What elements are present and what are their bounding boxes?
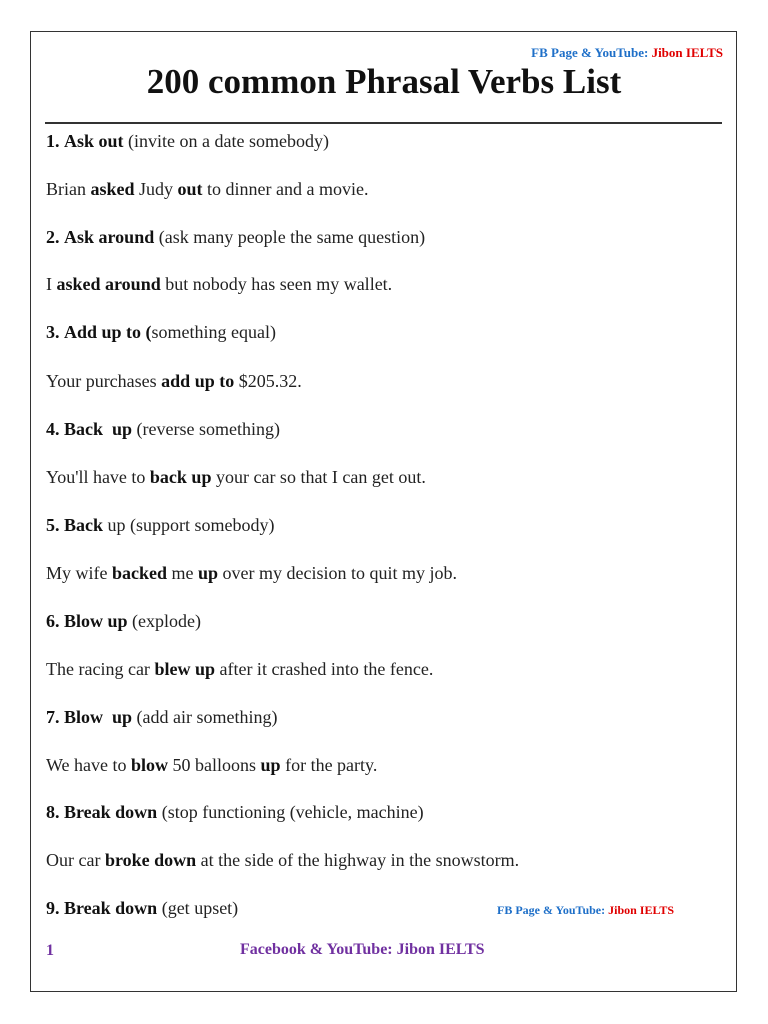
entry-verb: Ask out (64, 131, 124, 151)
example-verb: blow (131, 755, 169, 775)
entry-heading-8 (46, 801, 424, 823)
entry-meaning: (ask many people the same question) (158, 227, 426, 247)
example-text: 50 balloons (168, 755, 261, 775)
entry-heading-7 (46, 706, 278, 728)
entry-verb: Break down (64, 802, 158, 822)
brand-inline (497, 903, 674, 918)
entry-verb: Blow up (64, 707, 133, 727)
entry-verb: Ask around (64, 227, 155, 247)
entry-number: 8. (46, 802, 60, 822)
page-title: 200 common Phrasal Verbs List (146, 62, 622, 101)
entry-meaning: (get upset) (161, 898, 239, 918)
entry-number: 6. (46, 611, 60, 631)
entry-number: 5. (46, 515, 60, 535)
title-divider (45, 122, 722, 124)
entry-meaning: (reverse something) (136, 419, 280, 439)
entry-verb: Back up (64, 419, 133, 439)
brand-inline-label: FB Page & YouTube: (497, 903, 606, 917)
example-verb: backed (112, 563, 168, 583)
footer-text: Facebook & YouTube: Jibon IELTS (240, 941, 485, 958)
entry-example-7 (46, 754, 377, 776)
entry-meaning: (add air something) (136, 707, 278, 727)
entry-meaning: (explode) (132, 611, 201, 631)
entry-heading-1 (46, 130, 329, 152)
entry-example-2 (46, 273, 392, 295)
brand-header-label: FB Page & YouTube: (531, 45, 649, 60)
page-frame (30, 31, 737, 992)
entry-example-4 (46, 466, 426, 488)
example-text: at the side of the highway in the snowstorm. (196, 850, 520, 870)
entry-verb: Back (64, 515, 104, 535)
example-verb: back up (149, 467, 212, 487)
entry-number: 7. (46, 707, 60, 727)
brand-header-name: Jibon IELTS (651, 45, 723, 60)
example-text: over my decision to quit my job. (218, 563, 458, 583)
example-text: Our car (46, 850, 105, 870)
example-text: The racing car (46, 659, 155, 679)
entry-number: 1. (46, 131, 60, 151)
example-text: We have to (46, 755, 132, 775)
example-text: me (167, 563, 199, 583)
entry-meaning: something equal) (151, 322, 277, 342)
example-text: My wife (46, 563, 112, 583)
brand-inline-name: Jibon IELTS (608, 903, 675, 917)
example-text: for the party. (280, 755, 378, 775)
entry-example-6 (46, 658, 433, 680)
entry-heading-4 (46, 418, 280, 440)
entry-number: 9. (46, 898, 60, 918)
entry-example-8 (46, 849, 519, 871)
example-text: but nobody has seen my wallet. (160, 274, 393, 294)
example-verb: up (260, 755, 281, 775)
entry-number: 2. (46, 227, 60, 247)
entry-meaning: (stop functioning (vehicle, machine) (161, 802, 424, 822)
example-text: to dinner and a movie. (202, 179, 369, 199)
entry-verb: Add up to ( (64, 322, 152, 342)
example-text: Brian (46, 179, 91, 199)
example-verb: blew up (154, 659, 215, 679)
example-text: Your purchases (46, 371, 162, 391)
entry-heading-2 (46, 226, 425, 248)
example-verb: broke down (104, 850, 197, 870)
entry-example-3 (46, 370, 302, 392)
entry-meaning: (support somebody) (130, 515, 275, 535)
entry-heading-6 (46, 610, 201, 632)
entry-meaning: (invite on a date somebody) (128, 131, 329, 151)
entry-heading-3 (46, 321, 276, 343)
example-text: You'll have to (46, 467, 150, 487)
example-text: $205.32. (234, 371, 302, 391)
entry-number: 3. (46, 322, 60, 342)
entry-verb: Blow up (64, 611, 128, 631)
example-verb: out (177, 179, 203, 199)
example-text: after it crashed into the fence. (214, 659, 434, 679)
brand-header (531, 45, 723, 61)
example-verb: add up to (161, 371, 235, 391)
entry-verb-rest: up (107, 515, 126, 535)
example-verb: up (198, 563, 219, 583)
entry-heading-5 (46, 514, 275, 536)
entry-verb: Break down (64, 898, 158, 918)
example-text: Judy (134, 179, 178, 199)
entry-number: 4. (46, 419, 60, 439)
entry-heading-9 (46, 897, 238, 919)
page-number: 1 (46, 942, 54, 959)
entry-example-5 (46, 562, 457, 584)
example-text: your car so that I can get out. (211, 467, 426, 487)
example-verb: asked (90, 179, 135, 199)
example-verb: asked around (56, 274, 161, 294)
entry-example-1 (46, 178, 369, 200)
example-text: I (46, 274, 57, 294)
